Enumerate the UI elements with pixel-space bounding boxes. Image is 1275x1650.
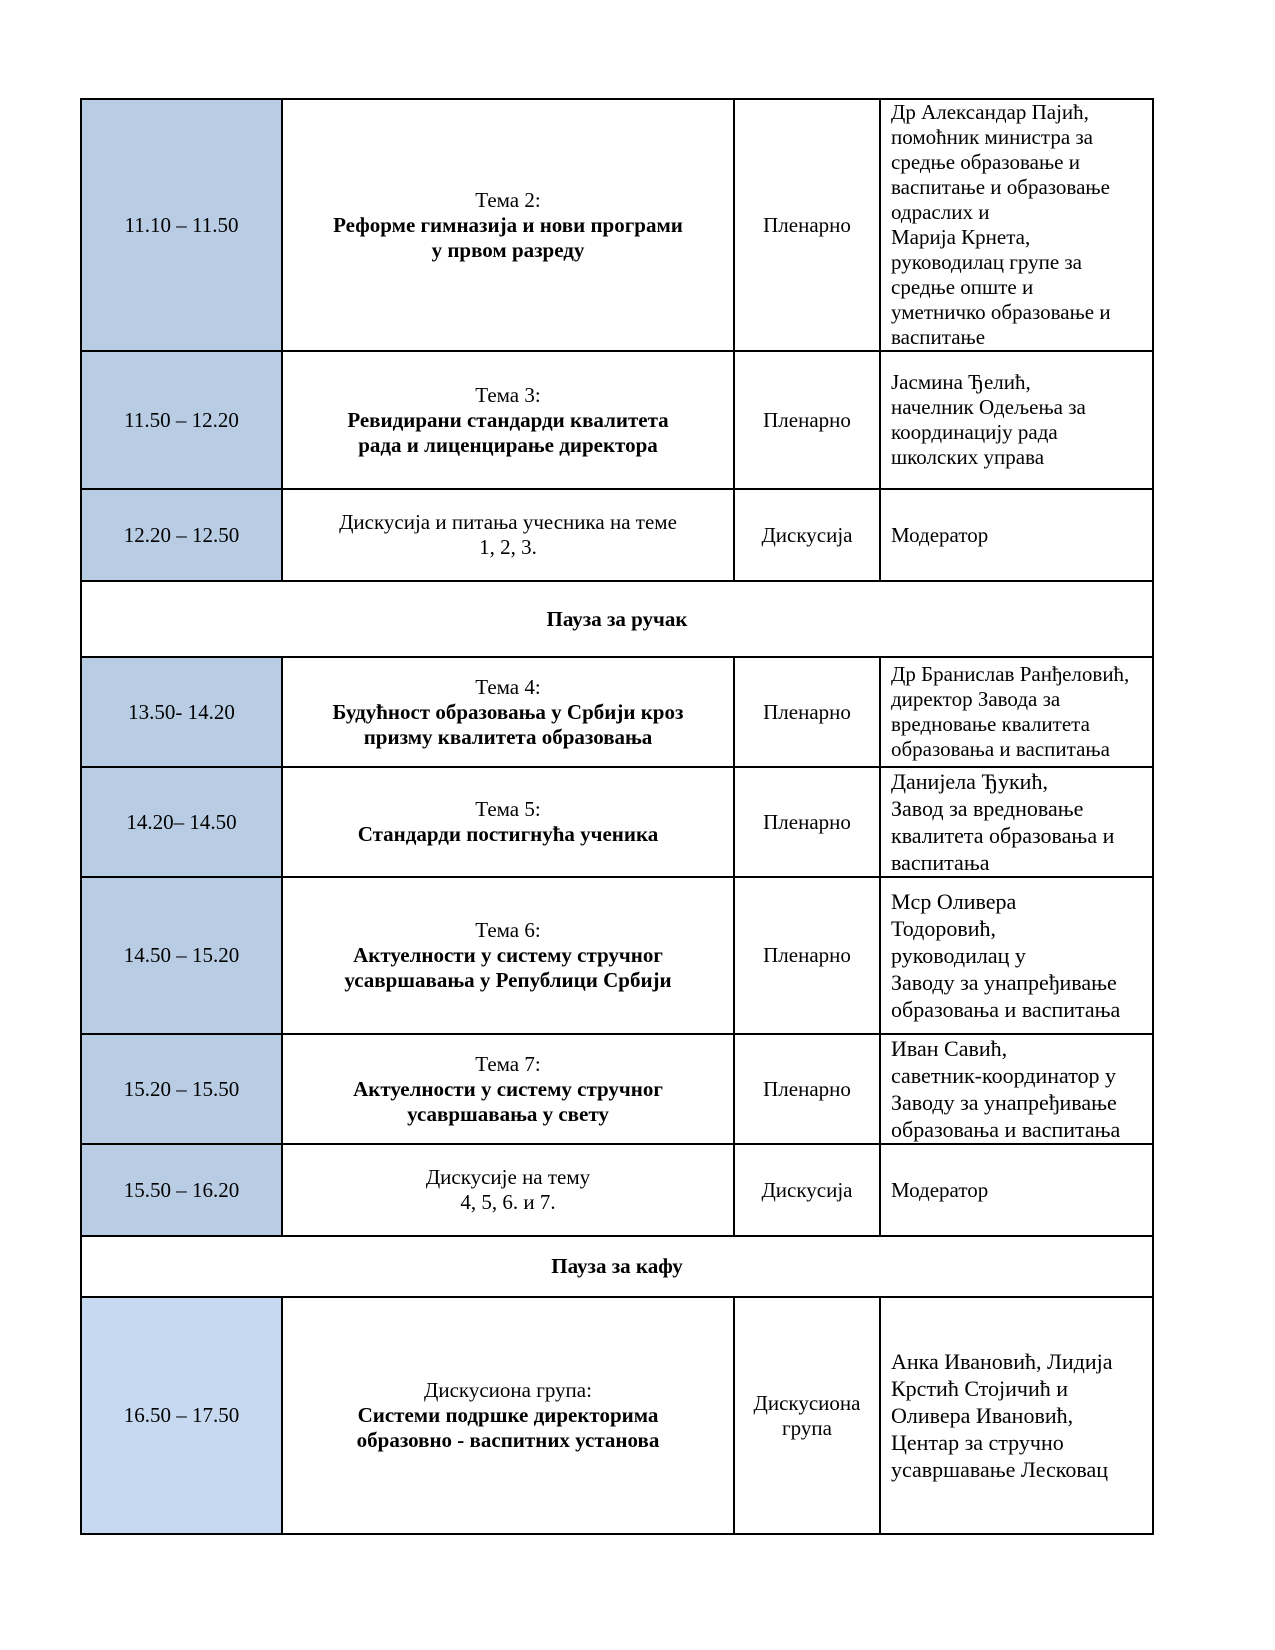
speaker-line: Тодоровић,: [891, 916, 997, 941]
session-type: [734, 1297, 880, 1534]
speaker-line: саветник-координатор у: [891, 1063, 1117, 1088]
speaker-line: Др Александар Пајић,: [891, 100, 1089, 124]
session-type: Пленарно: [734, 351, 880, 489]
session-time: 11.50 – 12.20: [81, 351, 282, 489]
speaker-line: Данијела Ђукић,: [891, 769, 1048, 794]
speaker-line: Иван Савић,: [891, 1036, 1008, 1061]
speaker-line: Модератор: [891, 522, 989, 547]
session-type: Пленарно: [734, 1034, 880, 1144]
session-speaker: [880, 489, 1153, 581]
speaker-line: Крстић Стојичић и: [891, 1376, 1069, 1401]
session-topic: [282, 1144, 734, 1236]
agenda-table: [80, 98, 1154, 1535]
speaker-line: Заводу за унапређивање: [891, 970, 1117, 995]
session-row: [81, 1297, 1153, 1534]
session-row: [81, 489, 1153, 581]
session-time: 16.50 – 17.50: [81, 1297, 282, 1534]
speaker-line: квалитета образовања и: [891, 823, 1115, 848]
session-row: [81, 1034, 1153, 1144]
session-speaker: [880, 1034, 1153, 1144]
break-row: [81, 1236, 1153, 1297]
session-type: Дискусија: [734, 489, 880, 581]
speaker-line: образовања и васпитања: [891, 737, 1110, 761]
speaker-line: средње образовање и: [891, 150, 1080, 174]
speaker-line: васпитања: [891, 850, 990, 875]
speaker-line: Јасмина Ђелић,: [891, 370, 1031, 394]
topic-label: Тема 7:: [475, 1051, 541, 1076]
lunch-break: Пауза за ручак: [81, 581, 1153, 657]
session-speaker: [880, 351, 1153, 489]
topic-label: Тема 5:: [475, 797, 541, 821]
topic-text: 1, 2, 3.: [479, 535, 537, 559]
session-row: [81, 99, 1153, 351]
session-topic: [282, 1034, 734, 1144]
speaker-line: средње опште и: [891, 275, 1034, 299]
topic-label: Тема 2:: [475, 187, 541, 212]
session-topic: [282, 489, 734, 581]
session-row: [81, 1144, 1153, 1236]
topic-title: у првом разреду: [431, 237, 585, 262]
topic-title: призму квалитета образовања: [363, 724, 653, 749]
speaker-line: школских управа: [891, 445, 1045, 469]
speaker-line: руководилац групе за: [891, 250, 1082, 274]
topic-label: Тема 3:: [475, 382, 541, 407]
session-time: 15.50 – 16.20: [81, 1144, 282, 1236]
session-type: Пленарно: [734, 767, 880, 877]
topic-title: образовно - васпитних установа: [356, 1428, 660, 1452]
speaker-line: Завод за вредновање: [891, 796, 1084, 821]
speaker-line: уметничко образовање и: [891, 300, 1111, 324]
topic-title: Стандарди постигнућа ученика: [357, 822, 659, 846]
speaker-line: Модератор: [891, 1177, 989, 1202]
session-row: [81, 657, 1153, 767]
topic-label: Тема 4:: [475, 674, 541, 699]
session-time: 14.50 – 15.20: [81, 877, 282, 1034]
session-row: [81, 877, 1153, 1034]
session-topic: [282, 99, 734, 351]
session-time: 12.20 – 12.50: [81, 489, 282, 581]
topic-title: Ревидирани стандарди квалитета: [347, 407, 669, 432]
session-topic: [282, 657, 734, 767]
topic-text: 4, 5, 6. и 7.: [460, 1190, 556, 1214]
session-topic: [282, 767, 734, 877]
topic-title: Системи подршке директорима: [357, 1403, 659, 1427]
session-speaker: [880, 1297, 1153, 1534]
session-speaker: [880, 99, 1153, 351]
session-row: [81, 351, 1153, 489]
session-speaker: [880, 877, 1153, 1034]
session-row: [81, 767, 1153, 877]
session-type: Пленарно: [734, 99, 880, 351]
session-speaker: [880, 767, 1153, 877]
speaker-line: усавршавање Лесковац: [891, 1457, 1108, 1482]
speaker-line: Др Бранислав Ранђеловић,: [891, 662, 1130, 686]
coffee-break: Пауза за кафу: [81, 1236, 1153, 1297]
type-line: Дискусиона: [753, 1390, 861, 1415]
speaker-line: образовања и васпитања: [891, 997, 1121, 1022]
topic-title: Актуелности у систему стручног: [353, 1076, 663, 1101]
session-topic: [282, 877, 734, 1034]
session-time: 11.10 – 11.50: [81, 99, 282, 351]
speaker-line: Мср Оливера: [891, 889, 1017, 914]
speaker-line: Заводу за унапређивање: [891, 1090, 1117, 1115]
topic-label: Дискусиона група:: [424, 1378, 592, 1402]
session-type: Пленарно: [734, 657, 880, 767]
speaker-line: помоћник министра за: [891, 125, 1094, 149]
speaker-line: Анка Ивановић, Лидија: [891, 1349, 1113, 1374]
speaker-line: васпитање: [891, 325, 986, 349]
topic-title: усавршавања у Републици Србији: [344, 968, 672, 992]
topic-title: Реформе гимназија и нови програми: [333, 212, 683, 237]
session-topic: [282, 351, 734, 489]
speaker-line: директор Завода за: [891, 687, 1061, 711]
topic-title: рада и лиценцирање директора: [358, 432, 658, 457]
speaker-line: васпитање и образовање: [891, 175, 1110, 199]
topic-title: усавршавања у свету: [407, 1101, 609, 1126]
session-type: Дискусија: [734, 1144, 880, 1236]
session-speaker: [880, 1144, 1153, 1236]
speaker-line: координацију рада: [891, 420, 1058, 444]
speaker-line: Центар за стручно: [891, 1430, 1064, 1455]
topic-title: Актуелности у систему стручног: [353, 943, 663, 967]
speaker-line: вредновање квалитета: [891, 712, 1090, 736]
session-type: Пленарно: [734, 877, 880, 1034]
topic-label: Тема 6:: [475, 918, 541, 942]
speaker-line: начелник Одељења за: [891, 395, 1086, 419]
speaker-line: Марија Крнета,: [891, 225, 1031, 249]
session-topic: [282, 1297, 734, 1534]
session-time: 15.20 – 15.50: [81, 1034, 282, 1144]
speaker-line: руководилац у: [891, 943, 1026, 968]
topic-text: Дискусија и питања учесника на теме: [339, 510, 677, 534]
session-time: 14.20– 14.50: [81, 767, 282, 877]
speaker-line: Оливера Ивановић,: [891, 1403, 1074, 1428]
topic-title: Будућност образовања у Србији кроз: [332, 699, 684, 724]
session-speaker: [880, 657, 1153, 767]
type-line: група: [782, 1415, 832, 1440]
speaker-line: образовања и васпитања: [891, 1117, 1121, 1142]
topic-text: Дискусије на тему: [425, 1165, 591, 1189]
break-row: [81, 581, 1153, 657]
session-time: 13.50- 14.20: [81, 657, 282, 767]
speaker-line: одраслих и: [891, 200, 990, 224]
